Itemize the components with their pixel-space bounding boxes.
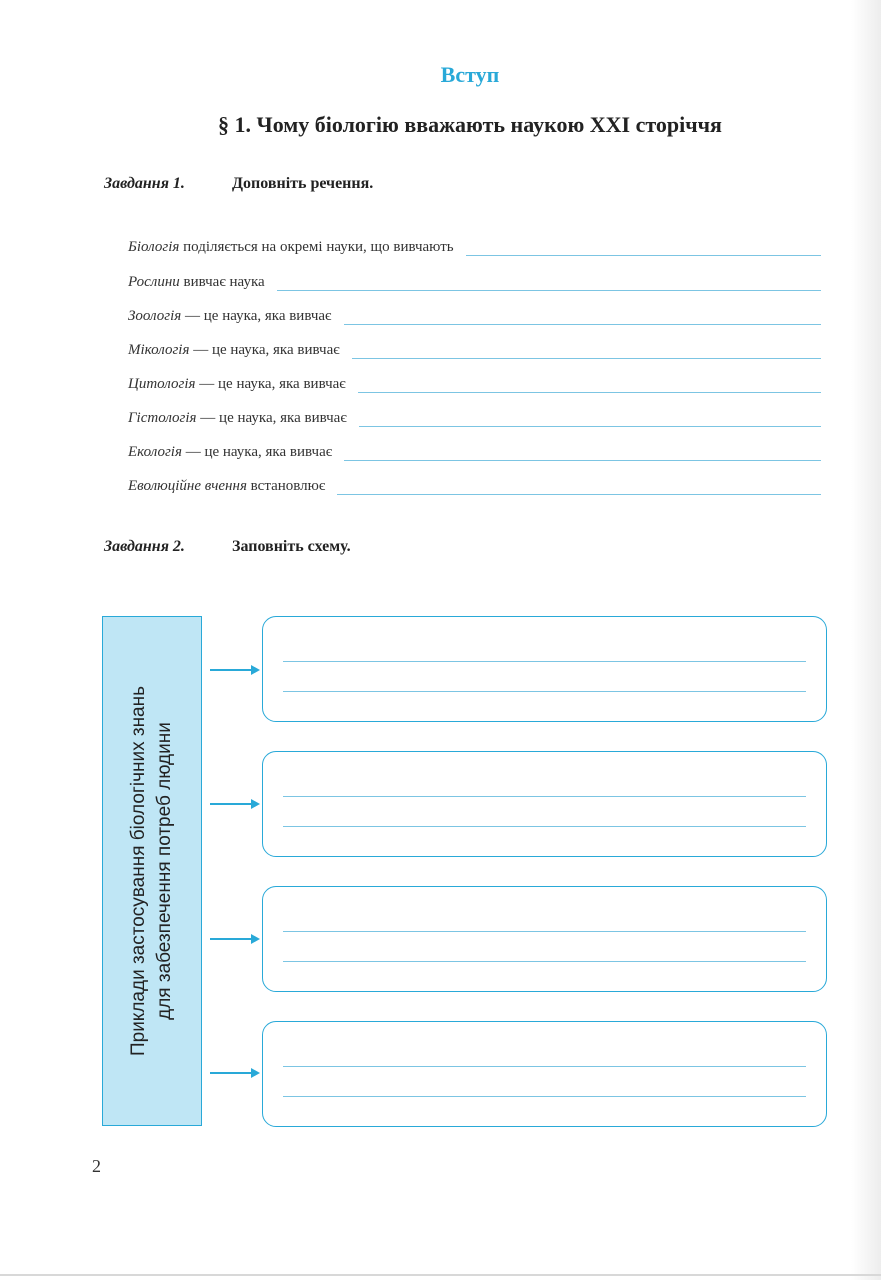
sentence-text: — це наука, яка вивчає bbox=[181, 308, 332, 324]
sentence-term: Екологія bbox=[128, 444, 182, 460]
sentence-term: Зоологія bbox=[128, 308, 182, 324]
task-1-number: Завдання 1. bbox=[104, 175, 185, 192]
scheme-answer-box[interactable] bbox=[262, 751, 827, 857]
scheme-answer-box[interactable] bbox=[262, 1021, 827, 1127]
answer-line[interactable] bbox=[337, 480, 821, 495]
arrow-icon bbox=[210, 1072, 258, 1074]
answer-line[interactable] bbox=[283, 961, 806, 962]
sentence-term: Цитологія bbox=[128, 376, 196, 392]
sentence-term: Рослини bbox=[128, 274, 180, 290]
scheme-label-line-2: для забезпечення потреб людини bbox=[154, 722, 175, 1020]
answer-line[interactable] bbox=[466, 241, 821, 256]
answer-line[interactable] bbox=[283, 826, 806, 827]
answer-line[interactable] bbox=[283, 931, 806, 932]
sentence-text: — це наука, яка вивчає bbox=[196, 410, 347, 426]
page-bottom-edge bbox=[0, 1274, 881, 1276]
answer-line[interactable] bbox=[359, 412, 821, 427]
answer-line[interactable] bbox=[358, 378, 821, 393]
arrow-icon bbox=[210, 669, 258, 671]
answer-line[interactable] bbox=[352, 344, 821, 359]
sentence-text: вивчає наука bbox=[179, 274, 265, 290]
answer-line[interactable] bbox=[283, 691, 806, 692]
task-2-instruction: Заповніть схему. bbox=[232, 538, 351, 555]
sentence-row bbox=[128, 437, 821, 461]
arrow-icon bbox=[210, 803, 258, 805]
answer-line[interactable] bbox=[277, 276, 821, 291]
answer-line[interactable] bbox=[283, 796, 806, 797]
sentence-row bbox=[128, 232, 821, 256]
arrow-icon bbox=[210, 938, 258, 940]
sentence-term: Еволюційне вчення bbox=[128, 478, 247, 494]
sentence-text: — це наука, яка вивчає bbox=[189, 342, 340, 358]
answer-line[interactable] bbox=[283, 661, 806, 662]
section-label: Вступ bbox=[440, 62, 500, 87]
task-1-heading bbox=[104, 175, 373, 193]
sentence-row bbox=[128, 403, 821, 427]
page-edge-shadow bbox=[851, 0, 881, 1280]
sentence-text: встановлює bbox=[246, 478, 326, 494]
sentence-text: поділяється на окремі науки, що вивчають bbox=[179, 239, 454, 255]
scheme-label-box bbox=[102, 616, 202, 1126]
task-2-heading bbox=[104, 538, 351, 556]
sentence-text: — це наука, яка вивчає bbox=[195, 376, 346, 392]
page-number: 2 bbox=[92, 1156, 101, 1176]
sentence-row bbox=[128, 267, 821, 291]
sentence-row bbox=[128, 369, 821, 393]
sentence-term: Мікологія bbox=[128, 342, 190, 358]
scheme-label-line-1: Приклади застосування біологічних знань bbox=[128, 685, 149, 1057]
scheme-answer-box[interactable] bbox=[262, 886, 827, 992]
answer-line[interactable] bbox=[283, 1066, 806, 1067]
scheme-label-text bbox=[126, 631, 178, 1111]
sentence-row bbox=[128, 301, 821, 325]
sentence-term: Гістологія bbox=[128, 410, 197, 426]
answer-line[interactable] bbox=[344, 310, 822, 325]
sentence-term: Біологія bbox=[128, 239, 180, 255]
answer-line[interactable] bbox=[283, 1096, 806, 1097]
sentence-text: — це наука, яка вивчає bbox=[181, 444, 333, 460]
task-2-number: Завдання 2. bbox=[104, 538, 185, 555]
scheme-answer-box[interactable] bbox=[262, 616, 827, 722]
answer-line[interactable] bbox=[344, 446, 821, 461]
task-1-instruction: Доповніть речення. bbox=[232, 175, 374, 192]
sentence-row bbox=[128, 471, 821, 495]
sentence-row bbox=[128, 335, 821, 359]
page-title: § 1. Чому біологію вважають наукою XXI сторіччя bbox=[218, 112, 722, 137]
